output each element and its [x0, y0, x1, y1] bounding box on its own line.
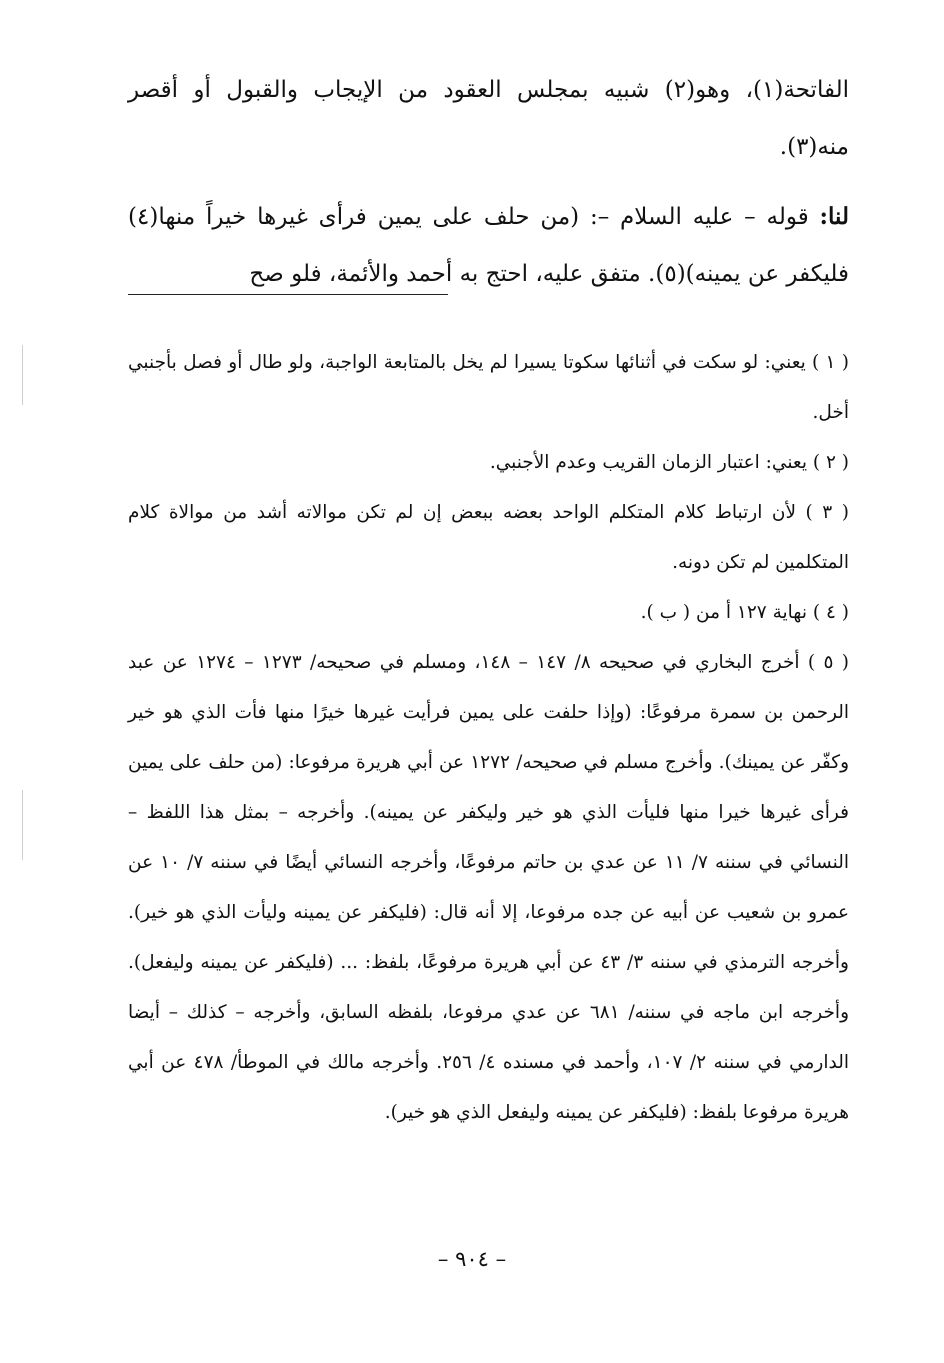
footnote-1: ( ١ ) يعني: لو سكت في أثنائها سكوتا يسيرا لم يخل بالمتابعة الواجبة، ولو طال أو فصل بأجنبي أخل. — [128, 352, 849, 423]
main-paragraph-2-lead: لنا: — [819, 203, 849, 230]
footnotes — [128, 338, 849, 1138]
margin-mark — [22, 345, 23, 405]
page-number: – ٩٠٤ – — [437, 1247, 507, 1271]
footnote-5: ( ٥ ) أخرج البخاري في صحيحه ٨/ ١٤٧ – ١٤٨، ومسلم في صحيحه/ ١٢٧٣ – ١٢٧٤ عن عبد الرحمن بن سمرة مرفوعًا: (وإذا حلفت على يمين فرأيت غيرها خيرًا منها فأت الذي هو خير وكفّر عن يمينك). وأخرج مسلم في صحيحه/ ١٢٧٢ عن أبي هريرة مرفوعا: (من حلف على يمين فرأى غيرها خيرا منها فليأت الذي هو خير وليكفر عن يمينه). وأخرجه – بمثل هذا اللفظ – النسائي في سننه ٧/ ١١ عن عدي بن حاتم مرفوعًا، وأخرجه النسائي أيضًا في سننه ٧/ ١٠ عن عمرو بن شعيب عن أبيه عن جده مرفوعا، إلا أنه قال: (فليكفر عن يمينه وليأت الذي هو خير). وأخرجه الترمذي في سننه ٣/ ٤٣ عن أبي هريرة مرفوعًا، بلفظ: ... (فليكفر عن يمينه وليفعل). وأخرجه ابن ماجه في سننه/ ٦٨١ عن عدي مرفوعا، بلفظه السابق، وأخرجه – كذلك – أيضا الدارمي في سننه ٢/ ١٠٧، وأحمد في مسنده ٤/ ٢٥٦. وأخرجه مالك في الموطأ/ ٤٧٨ عن أبي هريرة مرفوعا بلفظ: (فليكفر عن يمينه وليفعل الذي هو خير). — [128, 652, 850, 1123]
margin-mark — [22, 790, 23, 860]
main-paragraph-2 — [128, 188, 849, 303]
main-paragraph-1: الفاتحة(١)، وهو(٢) شبيه بمجلس العقود من الإيجاب والقبول أو أقصر منه(٣). — [128, 77, 849, 160]
main-text — [128, 62, 849, 303]
footnote-divider — [128, 294, 448, 295]
footnote-3: ( ٣ ) لأن ارتباط كلام المتكلم الواحد بعضه ببعض إن لم تكن موالاته أشد من موالاة كلام المتكلمين لم تكن دونه. — [128, 502, 849, 573]
footnote-4: ( ٤ ) نهاية ١٢٧ أ من ( ب ). — [640, 602, 849, 623]
main-paragraph-2-body: قوله – عليه السلام –: (من حلف على يمين فرأى غيرها خيراً منها(٤) فليكفر عن يمينه)(٥). متفق عليه، احتج به أحمد والأئمة، فلو صح — [128, 204, 849, 287]
footnote-2: ( ٢ ) يعني: اعتبار الزمان القريب وعدم الأجنبي. — [489, 452, 849, 473]
